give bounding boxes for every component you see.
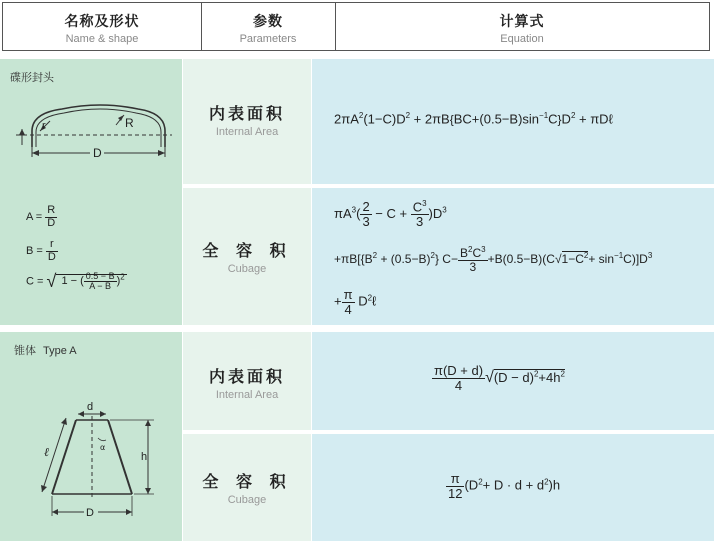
- dished-volume-equation-line2: $+\pi B[\{B^2 + (0.5-B)^2\}$ C− $\frac{B^2C^3}{3}$ $+B(0.5-B)(C√1-C^2+ \sin^{-1}C)]D^3$: [334, 245, 653, 274]
- header-name-en: Name & shape: [65, 33, 139, 45]
- dished-head-name: 碟形封头: [10, 71, 54, 84]
- dished-head-diagram: [12, 89, 177, 164]
- param-cubage-cn: 全 容 积: [202, 241, 292, 260]
- header-parameters: [201, 3, 336, 50]
- param-B: B = $\frac{r}{D}$: [26, 238, 56, 263]
- dished-volume-equation-line1: $\pi A^3$( $\frac{2}{3}$ − C + $\frac{C^3}{3}$ )$D^3$: [334, 199, 447, 229]
- cone-diagram: [30, 398, 170, 528]
- cone-param-internal-area-cn: 内表面积: [208, 367, 285, 386]
- header-equation-en: Equation: [500, 33, 544, 45]
- cone-param-cubage-en: Cubage: [227, 494, 267, 506]
- param-internal-area-en: Internal Area: [215, 126, 279, 138]
- cone-volume-equation: $\frac{\pi}{12}$ $(D^2+ D \cdot d + d^2)h$: [448, 471, 561, 501]
- param-C: C = √ 1 − ( $\frac{0.5 - B}{A - B}$ )$^2$: [26, 270, 125, 291]
- label-alpha: α: [100, 443, 106, 452]
- header-name-cn: 名称及形状: [64, 14, 140, 30]
- header-parameters-en: Parameters: [239, 33, 297, 45]
- dished-head-shape-cell: [0, 59, 182, 325]
- label-r: r: [42, 120, 46, 132]
- table-header: [2, 2, 710, 51]
- param-A: A = $\frac{R}{D}$: [26, 204, 56, 229]
- label-d: d: [87, 401, 94, 413]
- header-equation: [335, 3, 709, 50]
- cone-param-internal-area-en: Internal Area: [215, 389, 279, 401]
- cone-area-equation-cell: [312, 332, 714, 430]
- header-equation-cn: 计算式: [499, 14, 545, 30]
- cone-area-param-cell: [183, 332, 311, 430]
- cone-name: 锥体 Type A: [14, 344, 77, 357]
- cone-area-equation: $\frac{\pi(D + d)}{4}$ $√(D - d)^2+4h^2$: [434, 363, 565, 393]
- param-internal-area-cn: 内表面积: [208, 104, 285, 123]
- label-h: h: [141, 451, 148, 463]
- dished-area-equation: $2\pi A^2(1-C)D^2 + 2\pi B\{BC+(0.5-B)\sin^{-1}C\}D^2$ + πDℓ: [334, 111, 613, 127]
- label-D: D: [93, 146, 102, 160]
- dished-area-equation-cell: [312, 59, 714, 184]
- label-D-cone: D: [86, 507, 94, 519]
- dished-volume-param-cell: [183, 188, 311, 325]
- label-l: ℓ: [44, 445, 49, 459]
- dished-volume-equation-line3: + $\frac{\pi}{4}$ $D^2\ell$: [334, 287, 377, 317]
- dished-area-param-cell: [183, 59, 311, 184]
- cone-shape-cell: [0, 332, 182, 541]
- dished-volume-equation-cell: [312, 188, 714, 325]
- label-R: R: [125, 116, 134, 130]
- header-parameters-cn: 参数: [253, 14, 283, 30]
- cone-param-cubage-cn: 全 容 积: [202, 472, 292, 491]
- cone-volume-param-cell: [183, 434, 311, 541]
- header-name-shape: [3, 3, 202, 50]
- cone-volume-equation-cell: [312, 434, 714, 541]
- param-cubage-en: Cubage: [227, 263, 267, 275]
